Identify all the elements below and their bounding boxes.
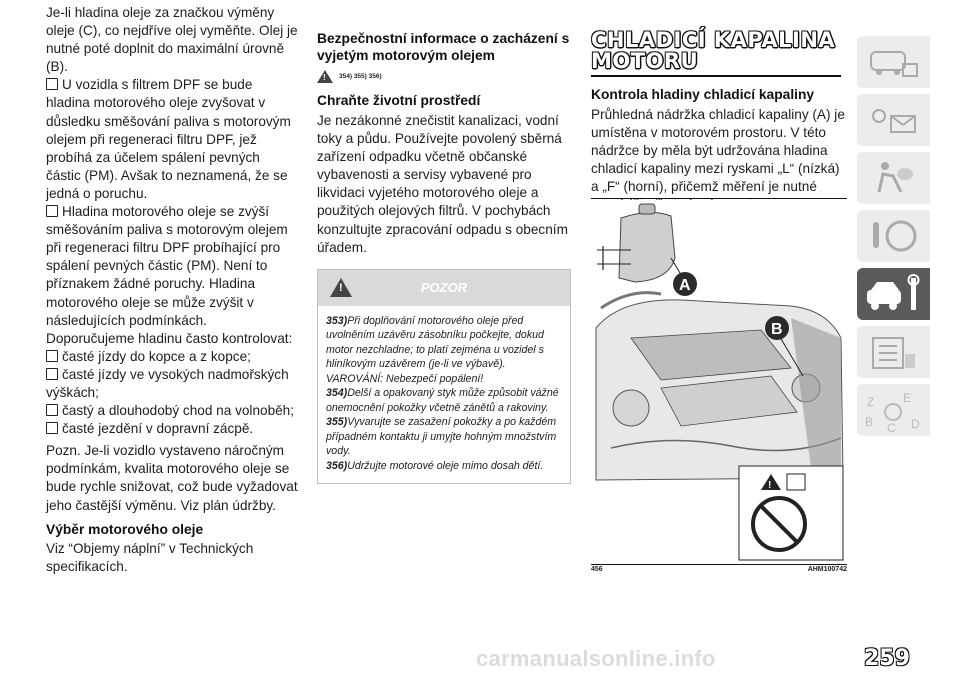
warning-refs: ! 354) 355) 356): [317, 70, 571, 83]
paragraph: Viz “Objemy náplní” v Technických specifikacích.: [46, 540, 254, 574]
bullet-box-icon: [46, 368, 58, 380]
warning-item: 354)Delší a opakovaný styk může způsobit vážné onemocnění pokožky včetně zánětů a rakoviny.: [326, 387, 559, 414]
svg-text:Z: Z: [867, 395, 875, 409]
subheading-environment: Chraňte životní prostředí: [317, 93, 481, 108]
index-icon: [857, 384, 930, 436]
svg-text:B: B: [865, 415, 874, 429]
tab-index[interactable]: [857, 384, 930, 436]
paragraph-dpf-2: Hladina motorového oleje se zvýší směšováním paliva s motorovým olejem při regeneraci filtru DPF probíhající pro spálení pevných částic (PM). Není to příznakem žádné poruchy. Hladina motorového oleje se může zvýšit v následujících podmínkách.: [46, 204, 288, 328]
subheading-coolant: Kontrola hladiny chladicí kapaliny: [591, 87, 815, 102]
warning-triangle-icon: !: [317, 70, 333, 83]
bullet-box-icon: [46, 404, 58, 416]
engine-bay-illustration: [591, 198, 847, 564]
paragraph: Průhledná nádržka chladicí kapaliny (A) je umístěna v motorovém prostoru. V této nádržce by měla být udržována hladina chladicí kapaliny mezi ryskami „L“ (nízká) a „F“ (horní), přičemž měření je nutné: [591, 107, 845, 195]
title-underline: [591, 75, 841, 77]
label-a: A: [679, 277, 691, 294]
warning-lights-icon: [857, 94, 930, 146]
chapter-title: [591, 30, 847, 77]
bullet-box-icon: [46, 78, 58, 90]
paragraph: Doporučujeme hladinu často kontrolovat:: [46, 330, 293, 346]
list-item: časté jezdění v dopravní zácpě.: [46, 420, 298, 438]
warning-box: [317, 269, 571, 485]
list-item: časté jízdy do kopce a z kopce;: [46, 348, 298, 366]
warning-triangle-icon: !: [330, 278, 352, 297]
svg-text:!: !: [768, 480, 772, 491]
svg-text:E: E: [903, 391, 912, 405]
figure-code: AHM100742: [807, 566, 847, 573]
warning-item: 353)Při doplňování motorového oleje před uvolněním uzávěru zásobníku počkejte, dokud motor nezchladne; to platí zejména u vozidel s hliníkovým uzávěrem (je-li ve výbavě). VAROVÁNÍ: Nebezpečí popálení!: [326, 314, 544, 385]
section-heading: Bezpečnostní informace o zacházení s vyjetým motorovým olejem: [317, 31, 570, 63]
steering-icon: [857, 210, 930, 262]
paragraph-dpf: U vozidla s filtrem DPF se bude hladina motorového oleje zvyšovat v důsledku směšování paliva s motorovým olejem při regeneraci filtru DPF, jež probíhá za účelem spálení pevných částic (PM). Avšak to neznamená, že se jedná o poruchu.: [46, 77, 291, 201]
list-item: častý a dlouhodobý chod na volnoběh;: [46, 402, 298, 420]
warning-item: 356)Udržujte motorové oleje mimo dosah dětí.: [326, 459, 544, 472]
warning-body: [318, 306, 570, 484]
tech-spec-icon: [857, 326, 930, 378]
tab-tech-spec[interactable]: [857, 326, 930, 378]
figure-top-rule: [591, 198, 847, 199]
column-3: [591, 30, 847, 215]
subheading-oil-selection: Výběr motorového oleje: [46, 521, 204, 537]
paragraph: Je nezákonné znečistit kanalizaci, vodní toky a půdu. Používejte povolený sběrná zařízení odpadku včetně občanské vybavenosti a servisy vybavené pro likvidaci vyjetého motorového oleje a použitých olejových filtrů. V pochybách konzultujte zpracování odpadu s obecním úřadem.: [317, 113, 568, 255]
figure-bottom-rule: [591, 564, 847, 565]
watermark: carmanualsonline.info: [476, 646, 716, 671]
car-info-icon: [857, 36, 930, 88]
page-number: 259: [864, 646, 910, 671]
tab-airbag[interactable]: [857, 152, 930, 204]
chapter-title-line2: MOTORU: [591, 49, 699, 73]
svg-text:D: D: [911, 417, 920, 431]
label-b: B: [771, 321, 783, 338]
tab-steering[interactable]: [857, 210, 930, 262]
tab-car-info[interactable]: [857, 36, 930, 88]
airbag-icon: [857, 152, 930, 204]
bullet-box-icon: [46, 350, 58, 362]
maintenance-icon: [857, 268, 930, 320]
list-item: časté jízdy ve vysokých nadmořských výškách;: [46, 366, 289, 400]
svg-text:C: C: [887, 421, 896, 435]
paragraph: Je-li hladina oleje za značkou výměny oleje (C), co nejdříve olej vyměňte. Olej je nutné poté doplnit do maximální úrovně (B).: [46, 5, 298, 75]
figure-number: 456: [591, 566, 603, 573]
column-1: [46, 4, 298, 576]
warning-item: 355)Vyvarujte se zasažení pokožky a po každém případném kontaktu ji umyjte hohným množstvím vody.: [326, 416, 557, 458]
tab-warning-lights[interactable]: [857, 94, 930, 146]
bullet-box-icon: [46, 205, 58, 217]
engine-figure: [591, 198, 847, 573]
warning-title: POZOR: [420, 280, 468, 296]
warning-header: [318, 270, 570, 306]
tab-maintenance[interactable]: [857, 268, 930, 320]
bullet-box-icon: [46, 422, 58, 434]
paragraph-note: Pozn. Je-li vozidlo vystaveno náročným podmínkám, kvalita motorového oleje se bude rychle snižovat, což bude vyžadovat jeho častější výměnu. Viz plán údržby.: [46, 443, 298, 513]
chapter-title-line1: CHLADICÍ KAPALINA: [591, 28, 836, 52]
column-2: [317, 30, 571, 484]
